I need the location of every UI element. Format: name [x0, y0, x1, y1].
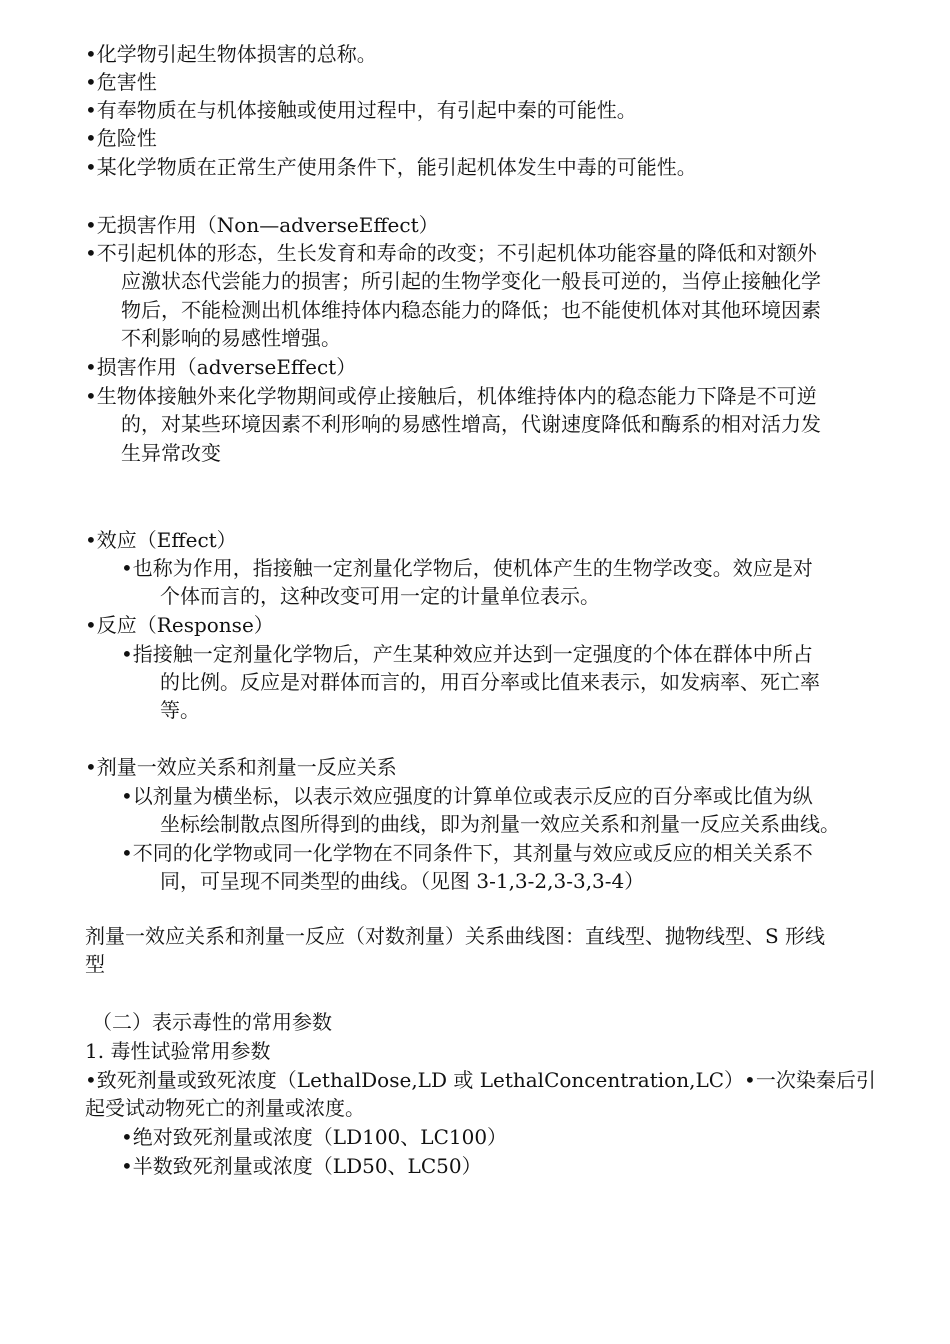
text-line: 坐标绘制散点图所得到的曲线，即为剂量一效应关系和剂量一反应关系曲线。 [160, 812, 840, 836]
text-line: •效应（Effect） [85, 528, 237, 552]
text-line: •剂量一效应关系和剂量一反应关系 [85, 755, 397, 779]
text-line: •绝对致死剂量或浓度（LD100、LC100） [121, 1125, 508, 1149]
text-line: •某化学物质在正常生产使用条件下，能引起机体发生中毒的可能性。 [85, 155, 697, 179]
text-line: •半数致死剂量或浓度（LD50、LC50） [121, 1154, 482, 1178]
text-line: •不同的化学物或同一化学物在不同条件下，其剂量与效应或反应的相关关系不 [121, 841, 813, 865]
text-line: •有奉物质在与机体接触或使用过程中，有引起中秦的可能性。 [85, 98, 637, 122]
text-line: •生物体接触外来化学物期间或停止接触后，机体维持体内的稳态能力下降是不可逆 [85, 384, 817, 408]
text-line: •以剂量为横坐标，以表示效应强度的计算单位或表示反应的百分率或比值为纵 [121, 784, 813, 808]
text-line: 生异常改变 [121, 441, 221, 465]
text-line: 物后，不能检测出机体维持体内稳态能力的降低；也不能使机体对其他环境因素 [121, 298, 821, 322]
text-line: 应激状态代尝能力的损害；所引起的生物学变化一般長可逆的，当停止接触化学 [121, 269, 821, 293]
text-line: •不引起机体的形态，生长发育和寿命的改变；不引起机体功能容量的降低和对额外 [85, 241, 817, 265]
text-line: 个体而言的，这种改变可用一定的计量单位表示。 [160, 584, 600, 608]
text-line: •指接触一定剂量化学物后，产生某种效应并达到一定强度的个体在群体中所占 [121, 642, 813, 666]
text-line: •反应（Response） [85, 613, 274, 637]
text-line: •危害性 [85, 70, 157, 94]
text-line: 同，可呈现不同类型的曲线。（见图 3-1,3-2,3-3,3-4） [160, 869, 645, 893]
text-line: •致死剂量或致死浓度（LethalDose,LD 或 LethalConcentration,LC）•一次染秦后引 [85, 1068, 876, 1092]
text-line: 型 [85, 952, 105, 976]
section-heading: （二）表示毒性的常用参数 [92, 1010, 332, 1034]
text-line: •化学物引起生物体损害的总称。 [85, 42, 377, 66]
text-line: 起受试动物死亡的剂量或浓度。 [85, 1096, 365, 1120]
text-line: 等。 [160, 698, 200, 722]
text-line: •无损害作用（Non—adverseEffect） [85, 213, 439, 237]
text-line: •危险性 [85, 126, 157, 150]
text-line: 的比例。反应是对群体而言的，用百分率或比值来表示，如发病率、死亡率 [160, 670, 820, 694]
text-line: •也称为作用，指接触一定剂量化学物后，使机体产生的生物学改变。效应是对 [121, 556, 813, 580]
text-line: 不利影响的易感性增强。 [121, 326, 341, 350]
text-line: 的，对某些环境因素不利形响的易感性增高，代谢速度降低和酶系的相对活力发 [121, 412, 821, 436]
text-line: •损害作用（adverseEffect） [85, 355, 357, 379]
section-heading: 1. 毒性试验常用参数 [85, 1039, 271, 1063]
text-line: 剂量一效应关系和剂量一反应（对数剂量）关系曲线图：直线型、抛物线型、S 形线 [85, 924, 826, 948]
